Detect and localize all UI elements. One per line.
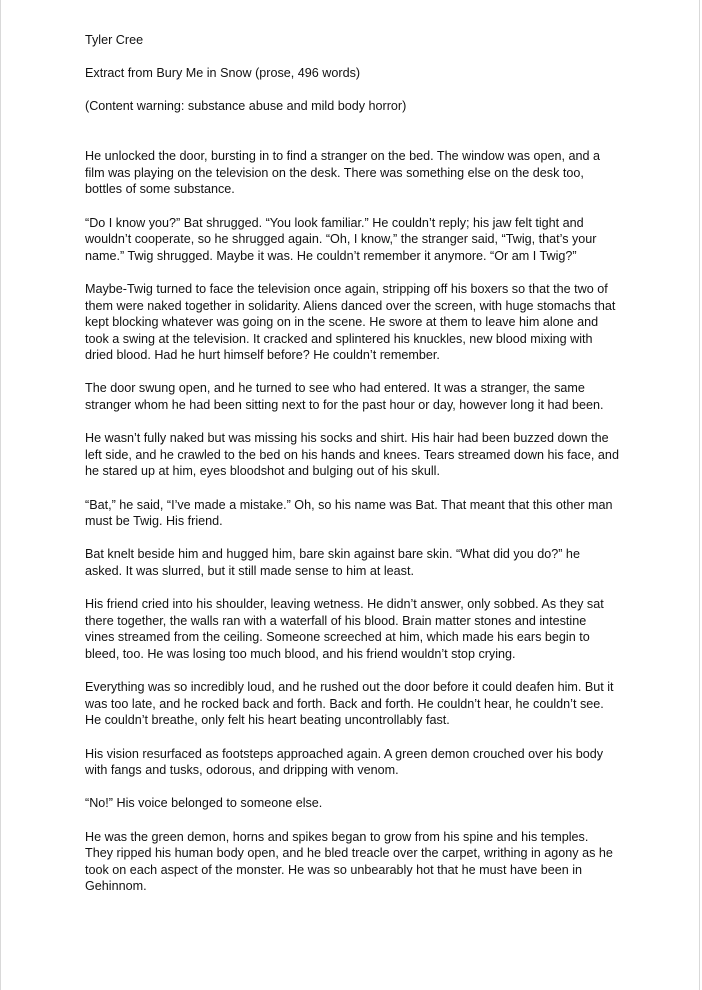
document-body (85, 32, 619, 911)
paragraph-3: Maybe-Twig turned to face the television once again, stripping off his boxers so that the two of them were naked together in solidarity. Aliens danced over the screen, with huge stomachs that kept blocking whatever was going on in the scene. He swore at them to leave him alone and took a swing at the television. It cracked and splintered his knuckles, new blood mixing with dried blood. Had he hurt himself before? He couldn’t remember. (85, 281, 616, 363)
paragraph-1: He unlocked the door, bursting in to find a stranger on the bed. The window was open, and a film was playing on the television on the desk. There was something else on the desk too, bottles of some substance. (85, 149, 601, 197)
paragraph-5: He wasn’t fully naked but was missing his socks and shirt. His hair had been buzzed down the left side, and he crawled to the bed on his hands and knees. Tears streamed down his face, and he stared up at him, eyes bloodshot and bulging out of his skull. (85, 431, 619, 479)
paragraph-6: “Bat,” he said, “I’ve made a mistake.” Oh, so his name was Bat. That meant that this other man must be Twig. His friend. (85, 497, 613, 529)
paragraph-4: The door swung open, and he turned to see who had entered. It was a stranger, the same stranger whom he had been sitting next to for the past hour or day, however long it had been. (85, 381, 604, 413)
author-name: Tyler Cree (85, 33, 144, 47)
content-warning: (Content warning: substance abuse and mild body horror) (85, 99, 407, 114)
paragraph-2: “Do I know you?” Bat shrugged. “You look familiar.” He couldn’t reply; his jaw felt tight and wouldn’t cooperate, so he shrugged again. “Oh, I know,” the stranger said, “Twig, that’s your name.” Twig shrugged. Maybe it was. He couldn’t remember it anymore. “Or am I Twig?” (85, 215, 597, 263)
document-subtitle: Extract from Bury Me in Snow (prose, 496 words) (85, 66, 361, 81)
paragraph-9: Everything was so incredibly loud, and he rushed out the door before it could deafen him. But it was too late, and he rocked back and forth. Back and forth. He couldn’t hear, he couldn’t see. He couldn’t breathe, only felt his heart beating uncontrollably fast. (85, 680, 614, 728)
paragraph-12: He was the green demon, horns and spikes began to grow from his spine and his temples. They ripped his human body open, and he bled treacle over the carpet, writhing in agony as he took on each aspect of the monster. He was so unbearably hot that he must have been in Gehinnom. (85, 829, 613, 894)
paragraph-8: His friend cried into his shoulder, leaving wetness. He didn’t answer, only sobbed. As they sat there together, the walls ran with a waterfall of his blood. Brain matter stones and intestine vines streamed from the ceiling. Someone screeched at him, which made his ears begin to bleed, too. He was losing too much blood, and his friend wouldn’t stop crying. (85, 597, 604, 661)
paragraph-10: His vision resurfaced as footsteps approached again. A green demon crouched over his body with fangs and tusks, odorous, and dripping with venom. (85, 746, 604, 778)
paragraph-7: Bat knelt beside him and hugged him, bare skin against bare skin. “What did you do?” he asked. It was slurred, but it still made sense to him at least. (85, 547, 580, 578)
paragraph-11: “No!” His voice belonged to someone else. (85, 796, 323, 811)
